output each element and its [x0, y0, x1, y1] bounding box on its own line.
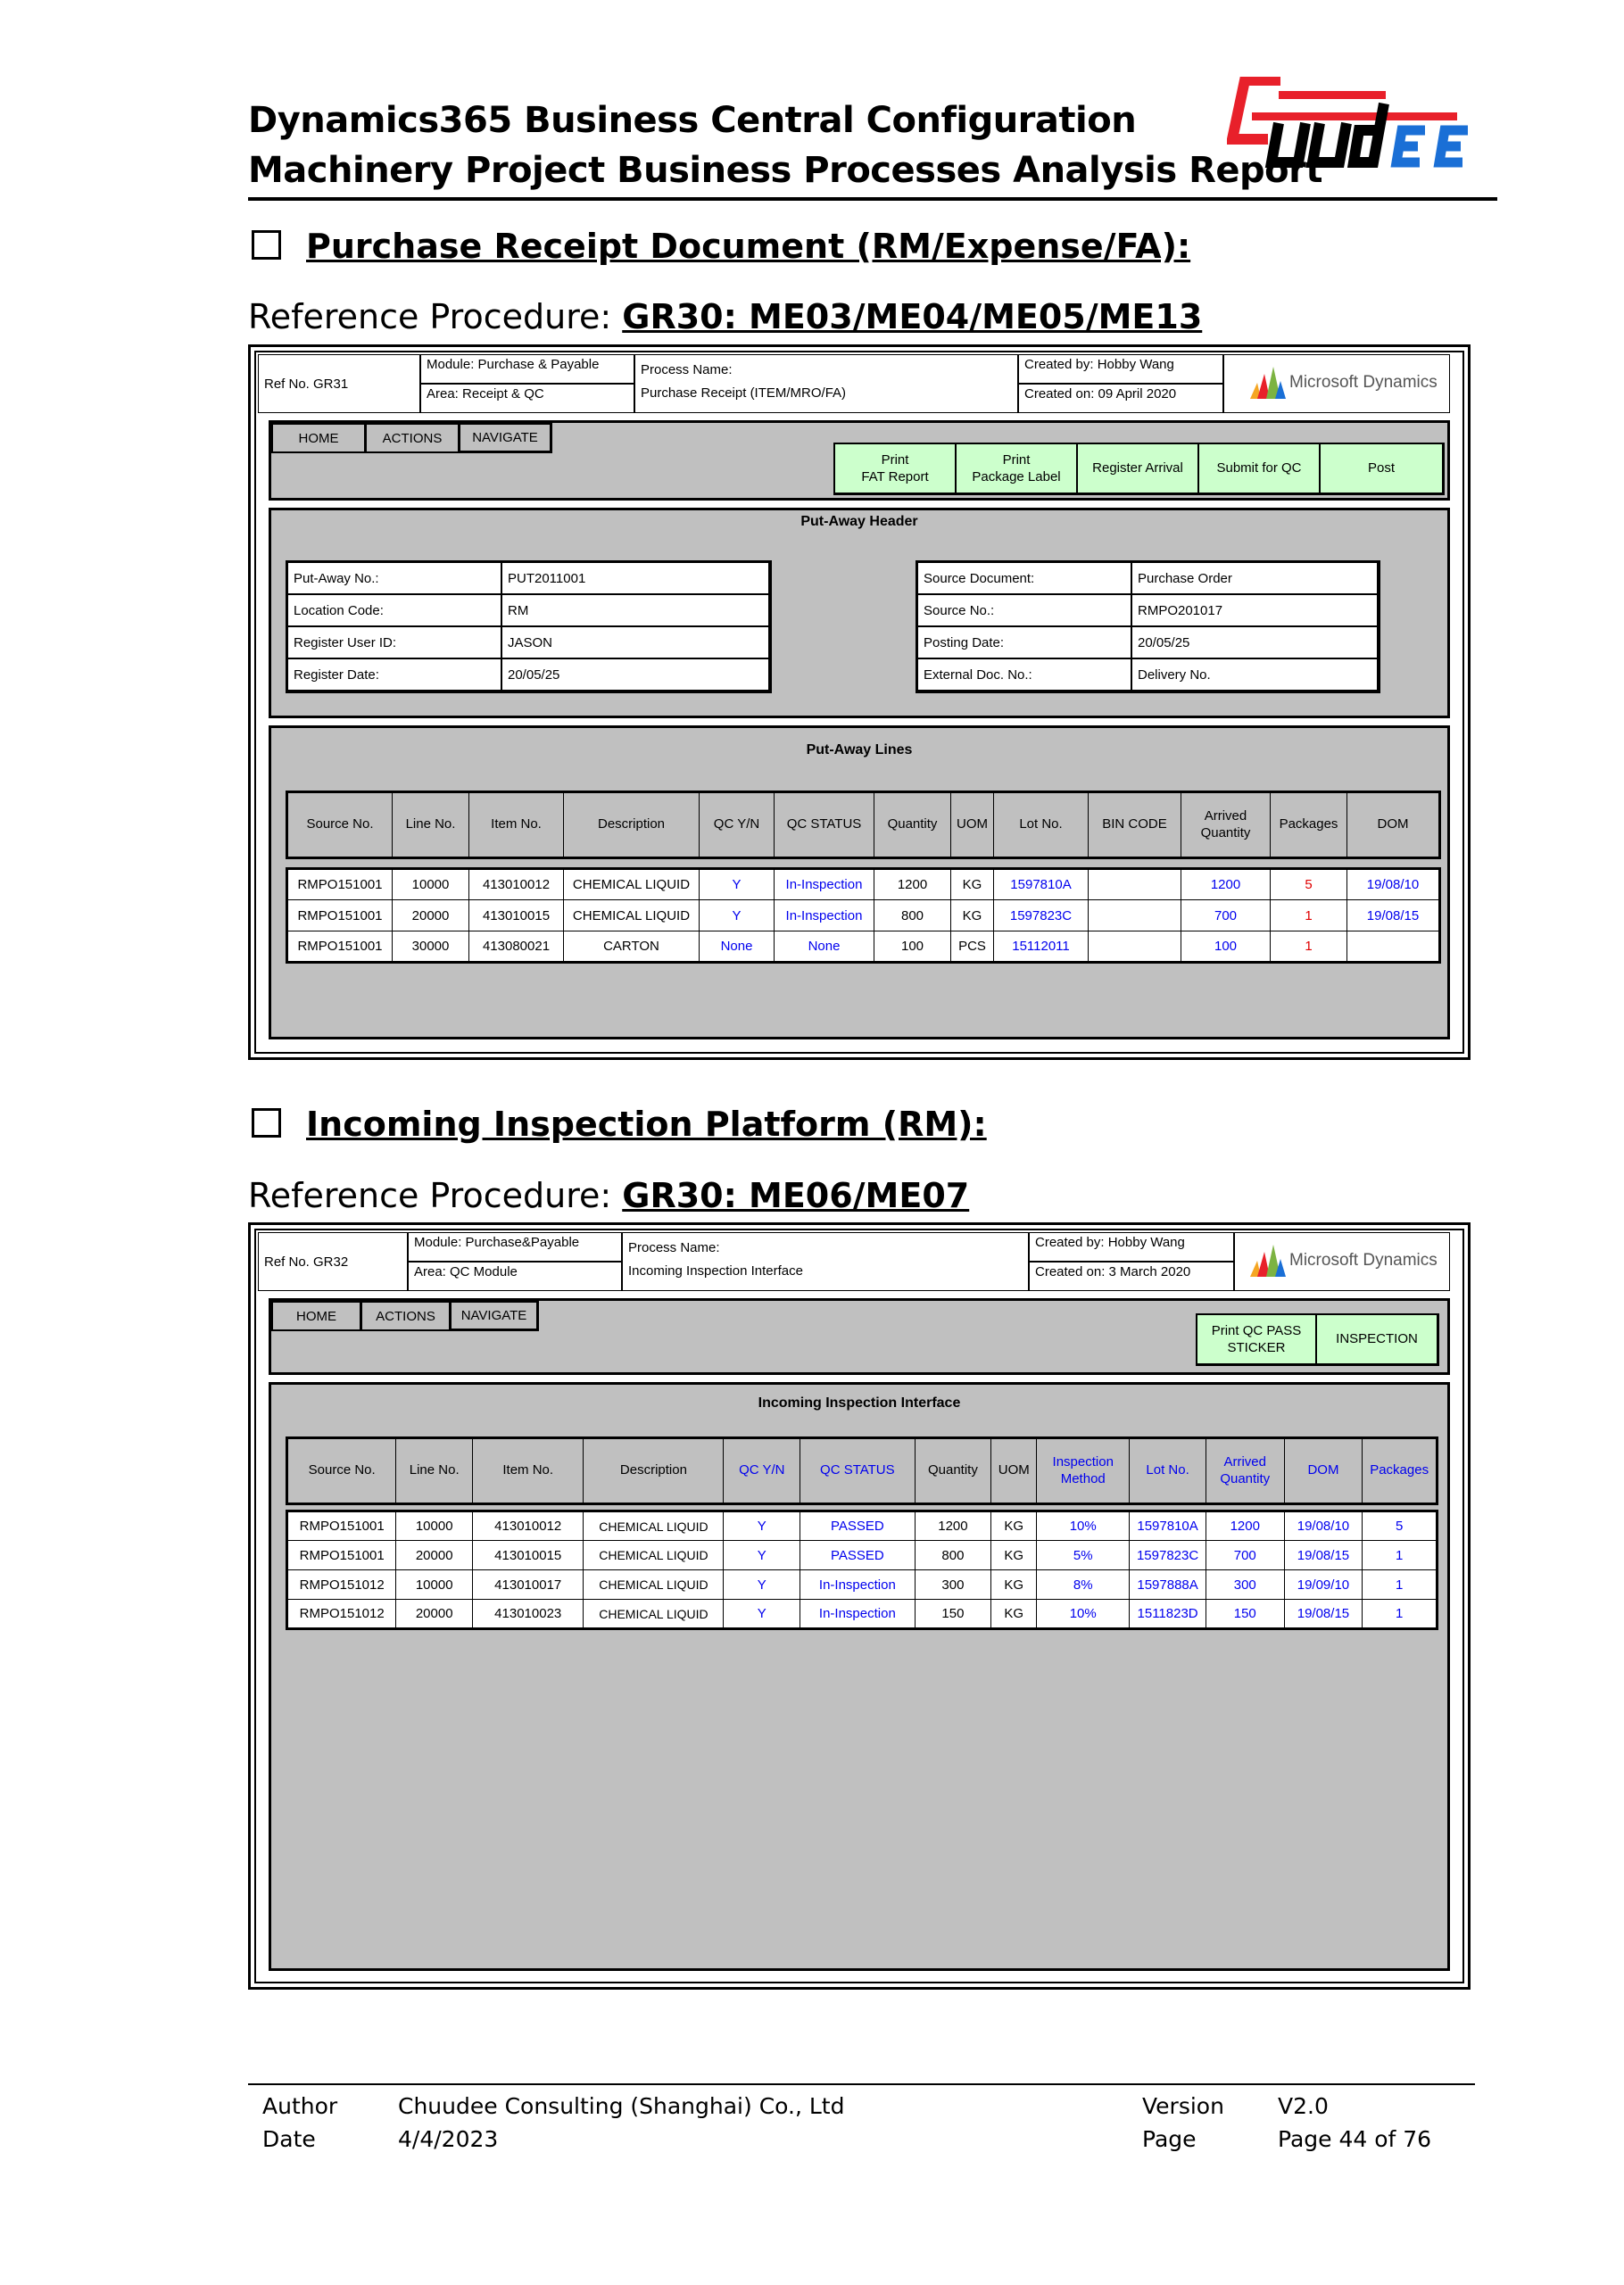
- table-row[interactable]: RMPO151001 30000 413080021 CARTON None None 100 PCS 15112011 100 1: [287, 931, 1440, 963]
- ribbon-panel: [269, 1298, 1450, 1375]
- footer-page: Page 44 of 76: [1278, 2126, 1432, 2152]
- table-row[interactable]: RMPO151001 20000 413010015 CHEMICAL LIQUID Y In-Inspection 800 KG 1597823C 700 1 19/08/15: [287, 900, 1440, 931]
- column-header: Inspection Method: [1037, 1438, 1130, 1504]
- process-name: Purchase Receipt (ITEM/MRO/FA): [634, 384, 1018, 413]
- purchase-receipt-form: [248, 344, 1471, 1060]
- created-by: Created by: Hobby Wang: [1018, 354, 1223, 384]
- section2-reference-procedure: Reference Procedure: GR30: ME06/ME07: [248, 1176, 970, 1215]
- column-header: Lot No.: [1130, 1438, 1206, 1504]
- field-label: Posting Date:: [917, 626, 1131, 658]
- column-header: QC Y/N: [700, 792, 775, 858]
- footer-version: V2.0: [1278, 2093, 1329, 2119]
- put-away-no-value[interactable]: PUT2011001: [501, 562, 769, 594]
- section1-heading: Purchase Receipt Document (RM/Expense/FA):: [252, 227, 1190, 266]
- column-header: Item No.: [473, 1438, 584, 1504]
- created-by: Created by: Hobby Wang: [1029, 1232, 1234, 1262]
- document-title-line1: Dynamics365 Business Central Configuration: [248, 100, 1137, 141]
- column-header: DOM: [1347, 792, 1440, 858]
- print-package-label-button[interactable]: Print Package Label: [957, 444, 1078, 493]
- document-title-line2: Machinery Project Business Processes Analysis Report: [248, 150, 1322, 191]
- footer-rule: [248, 2083, 1475, 2085]
- footer-version-label: Version: [1142, 2093, 1224, 2119]
- register-date-value[interactable]: 20/05/25: [501, 658, 769, 691]
- column-header: Quantity: [874, 792, 951, 858]
- footer-author-label: Author: [262, 2093, 338, 2119]
- posting-date-value[interactable]: 20/05/25: [1131, 626, 1378, 658]
- column-header: Line No.: [396, 1438, 473, 1504]
- checkbox-icon: [252, 230, 281, 260]
- inspection-header-table: [286, 1436, 1438, 1505]
- tab-actions[interactable]: ACTIONS: [365, 423, 459, 453]
- microsoft-dynamics-logo: Microsoft Dynamics: [1248, 365, 1438, 401]
- module-label: Module: Purchase & Payable: [420, 354, 634, 384]
- column-header: DOM: [1284, 1438, 1363, 1504]
- field-label: External Doc. No.:: [917, 658, 1131, 691]
- microsoft-dynamics-logo: Microsoft Dynamics: [1248, 1243, 1438, 1279]
- put-away-header-title: Put-Away Header: [800, 514, 918, 529]
- incoming-inspection-form: [248, 1222, 1471, 1990]
- column-header: Packages: [1363, 1438, 1438, 1504]
- put-away-lines-header-table: [286, 791, 1441, 859]
- column-header: Quantity: [915, 1438, 991, 1504]
- table-row[interactable]: RMPO151001 10000 413010012 CHEMICAL LIQUID Y In-Inspection 1200 KG 1597810A 1200 5 19/08/10: [287, 869, 1440, 900]
- tab-navigate[interactable]: NAVIGATE: [459, 423, 552, 453]
- put-away-left-fields: [286, 560, 772, 693]
- area-label: Area: Receipt & QC: [420, 384, 634, 413]
- column-header: Description: [564, 792, 700, 858]
- column-header: QC STATUS: [775, 792, 874, 858]
- table-row[interactable]: RMPO151001 10000 413010012 CHEMICAL LIQUID Y PASSED 1200 KG 10% 1597810A 1200 19/08/10 5: [287, 1511, 1438, 1541]
- put-away-lines-title: Put-Away Lines: [806, 742, 913, 758]
- area-label: Area: QC Module: [408, 1262, 622, 1291]
- ref-no: Ref No. GR32: [258, 1232, 408, 1291]
- field-label: Register Date:: [287, 658, 501, 691]
- column-header: Arrived Quantity: [1181, 792, 1271, 858]
- put-away-lines-table: [286, 867, 1441, 964]
- field-label: Source Document:: [917, 562, 1131, 594]
- incoming-inspection-panel: [269, 1382, 1450, 1971]
- footer-date-label: Date: [262, 2126, 316, 2152]
- footer-page-label: Page: [1142, 2126, 1197, 2152]
- column-header: Source No.: [287, 792, 393, 858]
- source-document-value[interactable]: Purchase Order: [1131, 562, 1378, 594]
- column-header: Line No.: [393, 792, 469, 858]
- column-header: QC Y/N: [724, 1438, 800, 1504]
- column-header: UOM: [951, 792, 994, 858]
- put-away-right-fields: [916, 560, 1380, 693]
- footer-author: Chuudee Consulting (Shanghai) Co., Ltd: [398, 2093, 845, 2119]
- column-header: Lot No.: [994, 792, 1089, 858]
- field-label: Location Code:: [287, 594, 501, 626]
- register-user-id-value[interactable]: JASON: [501, 626, 769, 658]
- dynamics-icon: [1248, 365, 1286, 401]
- put-away-header-panel: [269, 508, 1450, 718]
- field-label: Put-Away No.:: [287, 562, 501, 594]
- created-on: Created on: 3 March 2020: [1029, 1262, 1234, 1291]
- print-fat-report-button[interactable]: Print FAT Report: [835, 444, 957, 493]
- column-header: BIN CODE: [1089, 792, 1181, 858]
- process-name-label: Process Name:: [634, 354, 1018, 384]
- table-row[interactable]: RMPO151012 10000 413010017 CHEMICAL LIQUID Y In-Inspection 300 KG 8% 1597888A 300 19/09/10 1: [287, 1570, 1438, 1600]
- created-on: Created on: 09 April 2020: [1018, 384, 1223, 413]
- ref-no: Ref No. GR31: [258, 354, 420, 413]
- chuudee-logo: [1227, 77, 1495, 184]
- location-code-value[interactable]: RM: [501, 594, 769, 626]
- column-header: Arrived Quantity: [1206, 1438, 1284, 1504]
- tab-home[interactable]: HOME: [271, 423, 365, 453]
- header-rule: [248, 197, 1497, 201]
- checkbox-icon: [252, 1108, 281, 1138]
- column-header: Description: [584, 1438, 724, 1504]
- external-doc-no-value[interactable]: Delivery No.: [1131, 658, 1378, 691]
- footer-date: 4/4/2023: [398, 2126, 499, 2152]
- column-header: QC STATUS: [800, 1438, 915, 1504]
- field-label: Source No.:: [917, 594, 1131, 626]
- column-header: Item No.: [469, 792, 564, 858]
- inspection-button[interactable]: INSPECTION: [1317, 1315, 1437, 1363]
- process-name: Incoming Inspection Interface: [622, 1262, 1029, 1291]
- tab-actions[interactable]: ACTIONS: [360, 1301, 450, 1331]
- source-no-value[interactable]: RMPO201017: [1131, 594, 1378, 626]
- tab-navigate[interactable]: NAVIGATE: [450, 1301, 539, 1331]
- put-away-lines-panel: [269, 725, 1450, 1039]
- module-label: Module: Purchase&Payable: [408, 1232, 622, 1262]
- tab-home[interactable]: HOME: [271, 1301, 360, 1331]
- submit-for-qc-button[interactable]: Submit for QC: [1199, 444, 1321, 493]
- section2-heading: Incoming Inspection Platform (RM):: [252, 1105, 987, 1144]
- dynamics-icon: [1248, 1243, 1286, 1279]
- inspection-lines-table: [286, 1510, 1438, 1630]
- incoming-inspection-title: Incoming Inspection Interface: [758, 1395, 961, 1411]
- table-row[interactable]: RMPO151012 20000 413010023 CHEMICAL LIQUID Y In-Inspection 150 KG 10% 1511823D 150 19/08/15 1: [287, 1600, 1438, 1629]
- register-arrival-button[interactable]: Register Arrival: [1078, 444, 1199, 493]
- ribbon-panel: [269, 420, 1450, 501]
- column-header: UOM: [991, 1438, 1037, 1504]
- column-header: Packages: [1271, 792, 1347, 858]
- field-label: Register User ID:: [287, 626, 501, 658]
- column-header: Source No.: [287, 1438, 396, 1504]
- process-name-label: Process Name:: [622, 1232, 1029, 1262]
- print-qc-pass-sticker-button[interactable]: Print QC PASS STICKER: [1197, 1315, 1317, 1363]
- post-button[interactable]: Post: [1321, 444, 1442, 493]
- section1-reference-procedure: Reference Procedure: GR30: ME03/ME04/ME05/ME13: [248, 297, 1203, 336]
- table-row[interactable]: RMPO151001 20000 413010015 CHEMICAL LIQUID Y PASSED 800 KG 5% 1597823C 700 19/08/15 1: [287, 1541, 1438, 1570]
